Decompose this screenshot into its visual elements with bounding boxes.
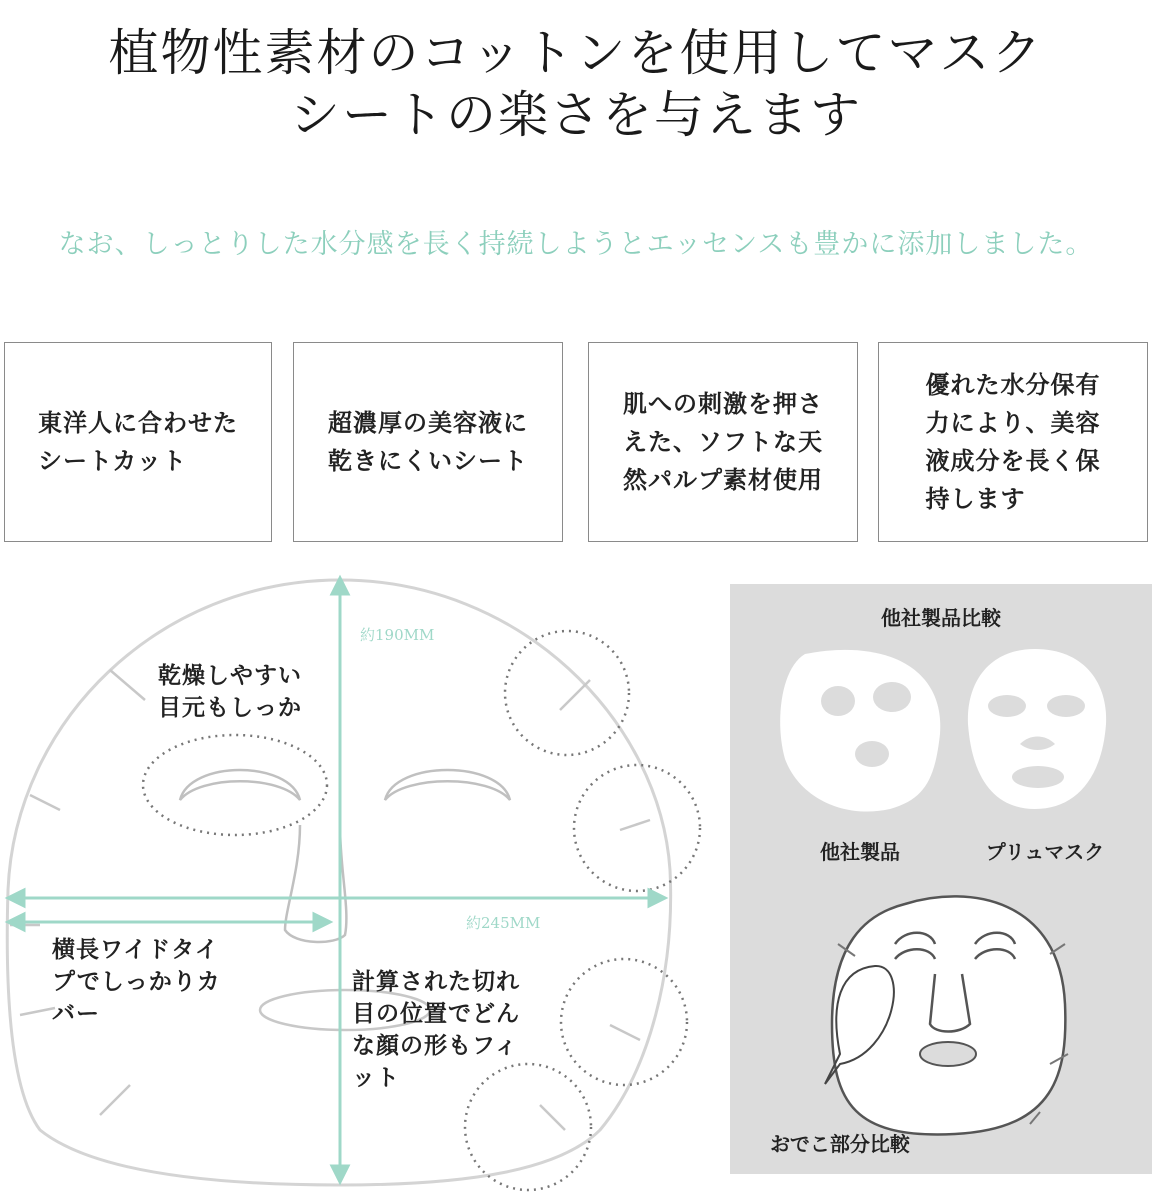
- feature-box-moisture: [878, 342, 1148, 542]
- subtitle: なお、しっとりした水分感を長く持続しようとエッセンスも豊かに添加しました。: [58, 229, 1094, 260]
- feature-text: 優れた水分保有 力により、美容 液成分を長く保 持します: [925, 371, 1101, 513]
- forehead-comparison: [825, 896, 1068, 1134]
- plumask-product-mask: [968, 649, 1106, 809]
- eye-area-note: 乾燥しやすい 目元もしっか: [158, 663, 302, 721]
- title-line-2: シートの楽さを与えます: [290, 86, 862, 144]
- mask-slits: [10, 670, 650, 1130]
- comparison-illustrations: [730, 584, 1152, 1174]
- feature-box-serum: [293, 342, 563, 542]
- title-line-1: 植物性素材のコットンを使用してマスク: [108, 24, 1044, 82]
- left-eye-cutout: [180, 770, 300, 800]
- feature-text: 肌への刺激を押さ えた、ソフトな天 然パルプ素材使用: [623, 390, 823, 494]
- feature-box-sheet-cut: [4, 342, 272, 542]
- feature-text: 超濃厚の美容液に 乾きにくいシート: [328, 409, 528, 475]
- cut-position-note: 計算された切れ 目の位置でどん な顔の形もフィ ット: [352, 969, 520, 1091]
- other-product-mask: [780, 650, 940, 812]
- height-dimension-label: 約190MM: [360, 626, 435, 644]
- feature-text: 東洋人に合わせた シートカット: [38, 409, 238, 475]
- other-product-label: 他社製品: [820, 840, 900, 864]
- width-dimension-label: 約245MM: [466, 914, 541, 932]
- mask-diagram: [0, 570, 720, 1200]
- plumask-label: プリュマスク: [985, 840, 1105, 864]
- comparison-panel: [730, 584, 1152, 1174]
- wide-type-note: 横長ワイドタイ プでしっかりカ バー: [52, 937, 221, 1027]
- forehead-comparison-label: おでこ部分比較: [770, 1132, 910, 1156]
- right-eye-cutout: [385, 770, 510, 800]
- feature-box-pulp: [588, 342, 858, 542]
- comparison-title: 他社製品比較: [881, 606, 1001, 630]
- page-title: [0, 22, 1152, 146]
